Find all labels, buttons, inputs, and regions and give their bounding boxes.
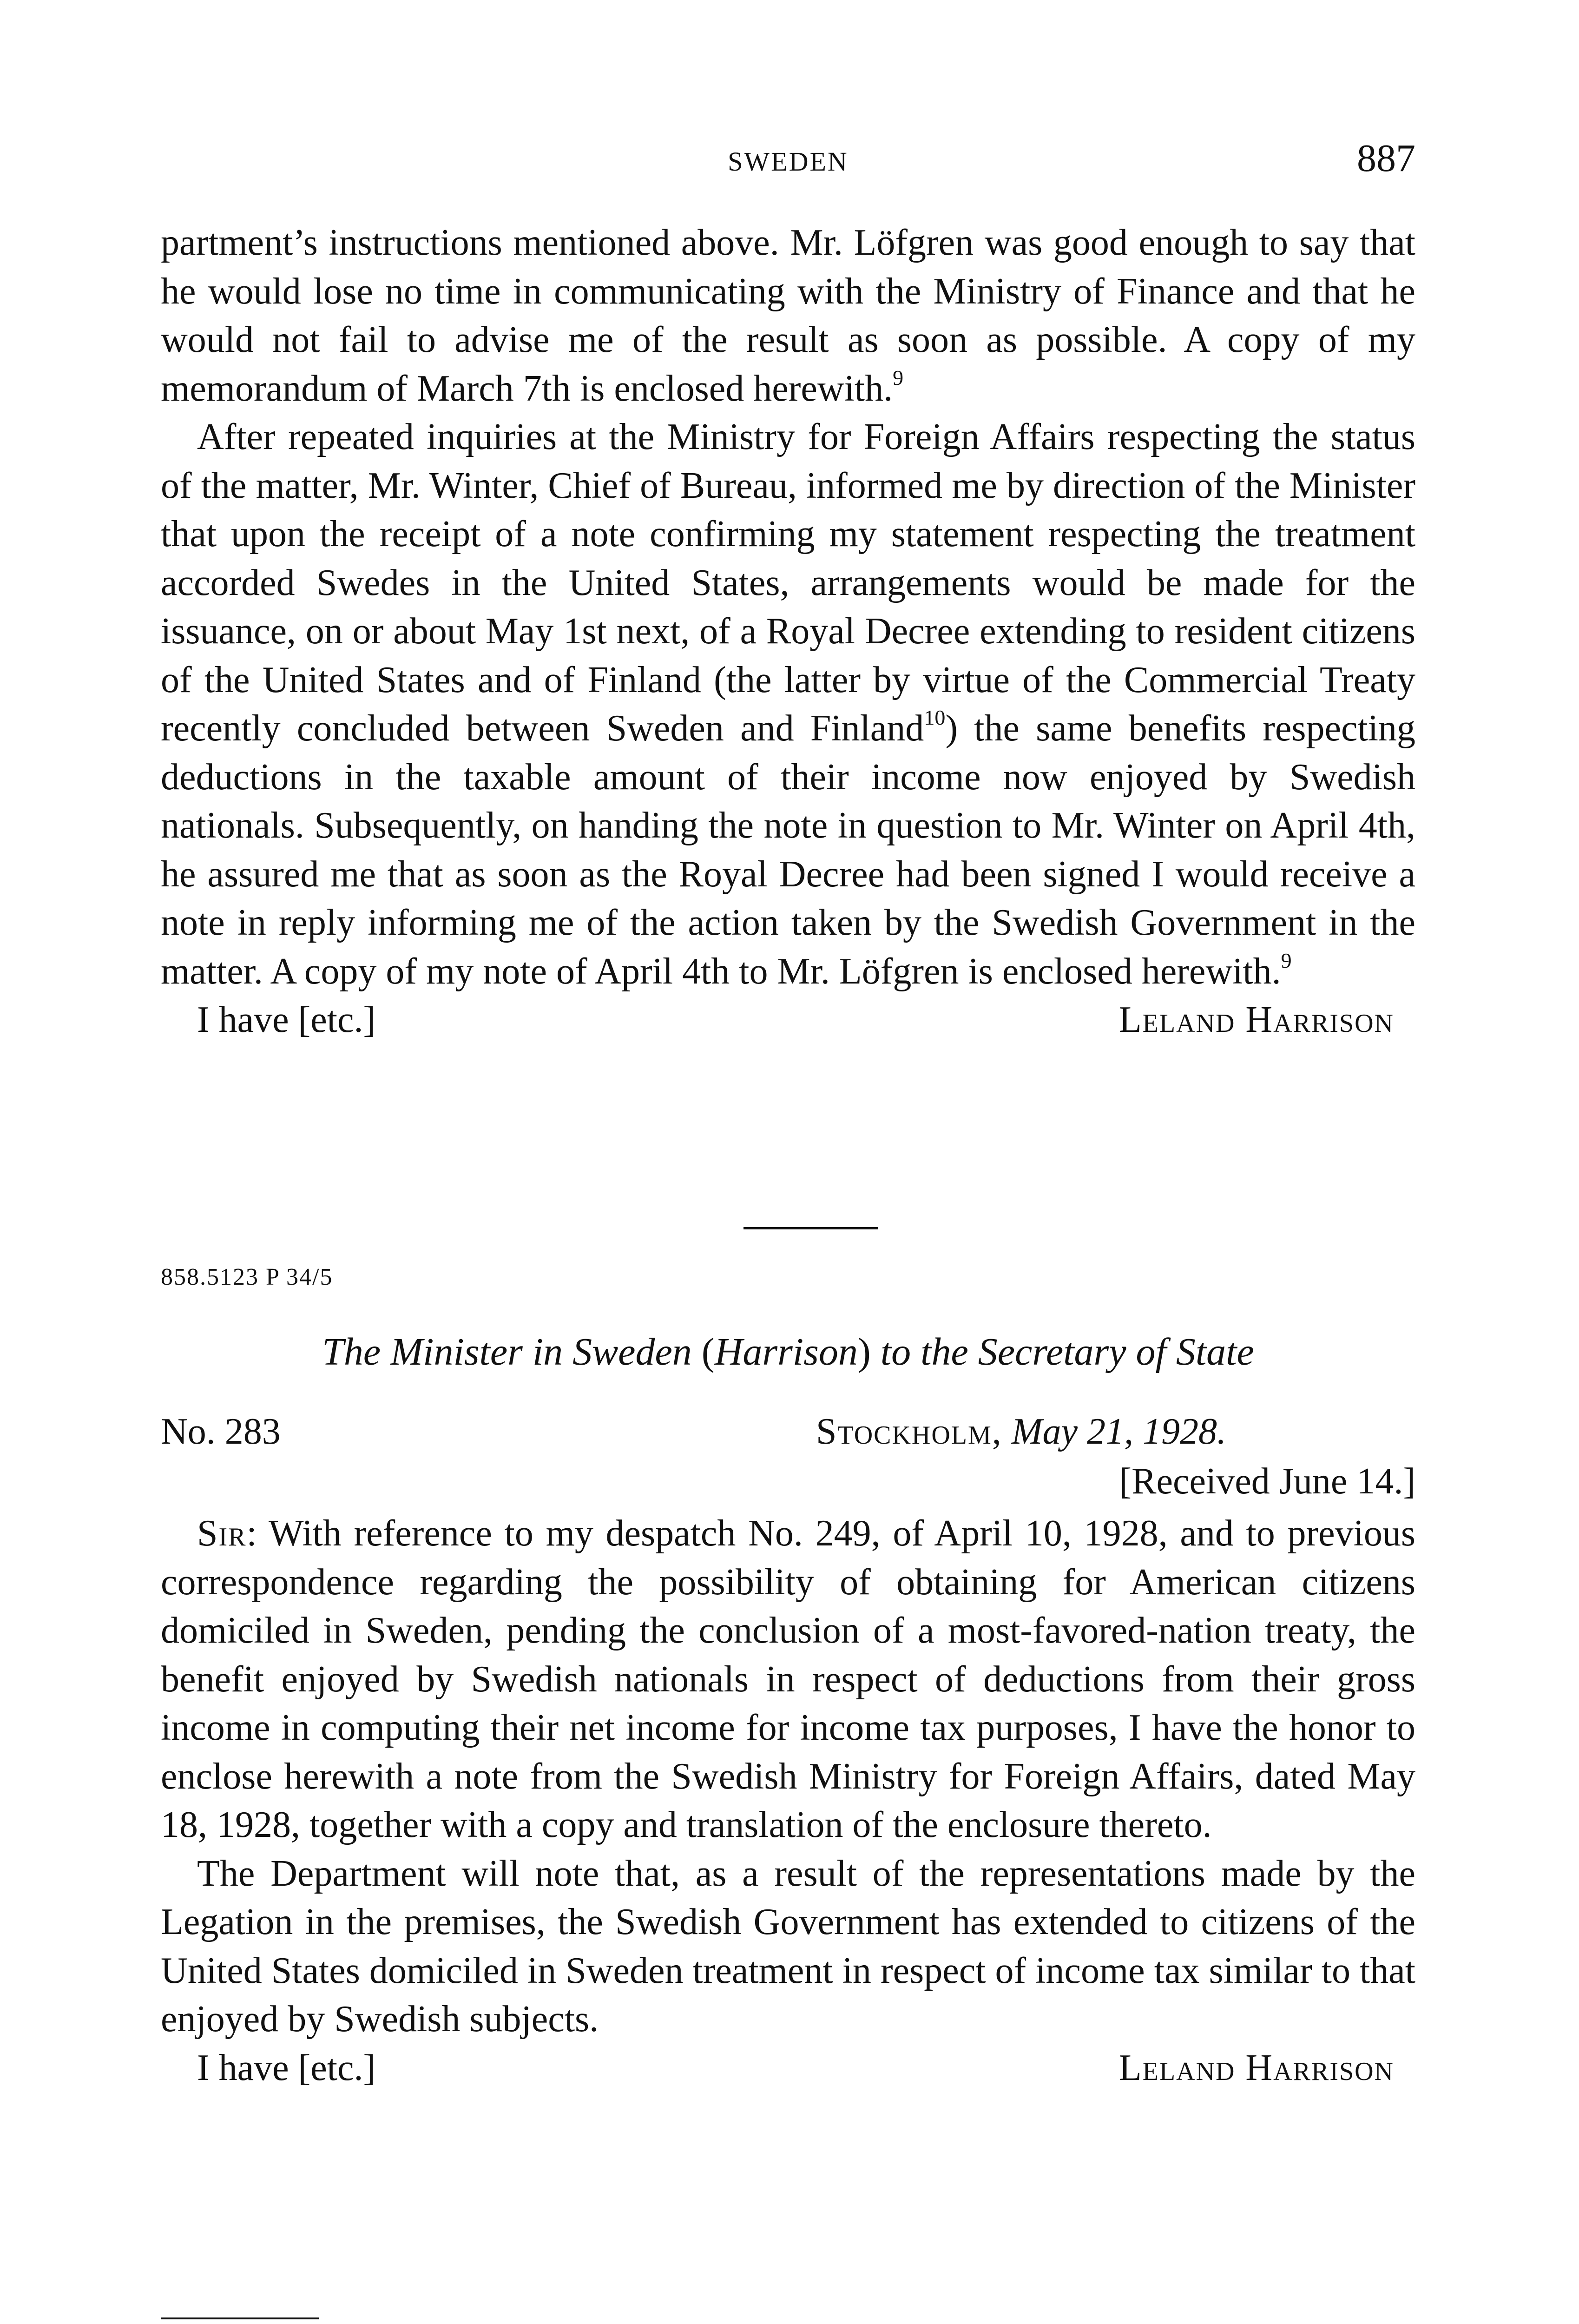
page-number: 887 [1357,137,1415,180]
closing-text: I have [etc.] [197,2047,376,2088]
title-paren: ( [701,1330,715,1373]
footnote-ref: 10 [924,706,946,729]
paragraph-text: : With reference to my despatch No. 249, of April 10, 1928, and to previous correspondence regarding the possibility of obtaining for American citizens domiciled in Sweden, pending the conclusion of a most-favored-nation treaty, the benefit enjoyed by Swedish nationals in respect of deductions from their gross income in computing their net income for income tax purposes, I have the honor to enclose herewith a note from the Swedish Ministry for Foreign Affairs, dated May 18, 1928, together with a copy and translation of the enclosure thereto. [161,1513,1415,1845]
place: Stockholm, [816,1411,1002,1452]
footnote-ref: 9 [893,365,904,390]
despatch-number: No. 283 [161,1411,281,1452]
title-text: to the Secretary of State [870,1330,1254,1373]
paragraph-text: partment’s instructions mentioned above. Mr. Löfgren was good enough to say that he would lose no time in communicating with the Ministry of Finance and that he would not fail to advise me of the result as soon as possible. A copy of my memorandum of March 7th is enclosed herewith. [161,222,1415,409]
paragraph-text: After repeated inquiries at the Ministry for Foreign Affairs respecting the status of the matter, Mr. Winter, Chief of Bureau, informed me by direction of the Minister that upon the receipt of a note confirming my statement respecting the treatment accorded Swedes in the United States, arrangements would be made for the issuance, on or about May 1st next, of a Royal Decree extending to resident citizens of the United States and of Finland (the latter by virtue of the Commercial Treaty recently concluded between Sweden and Finland [161,416,1415,749]
paragraph-continuation [161,218,1415,413]
signature: Leland Harrison [1118,2047,1394,2088]
section-divider [743,1227,878,1229]
signature: Leland Harrison [1118,999,1394,1040]
document-title [161,1329,1415,1374]
footnote-rule [161,2317,319,2319]
title-name: Harrison [714,1330,858,1373]
title-paren: ) [857,1330,871,1373]
closing-text: I have [etc.] [197,999,376,1040]
paragraph-text: ) the same benefits respecting deductions in the taxable amount of their income now enjoyed by Swedish nationals. Subsequently, on handing the note in question to Mr. Winter on April 4th, he assured me that as soon as the Royal Decree had been signed I would receive a note in reply informing me of the action taken by the Swedish Government in the matter. A copy of my note of April 4th to Mr. Löfgren is enclosed herewith. [161,708,1415,992]
place-date [816,1411,1226,1453]
running-title: SWEDEN [728,146,849,177]
closing-line [161,2044,1415,2093]
title-text: The Minister in Sweden [322,1330,702,1373]
paragraph-inquiries [161,413,1415,996]
letter-body [161,1509,1415,2092]
paragraph-reference [161,1509,1415,1849]
received-date: [Received June 14.] [1119,1461,1415,1502]
top-section [161,218,1415,1044]
file-number: 858.5123 P 34/5 [161,1264,333,1290]
salutation: Sir [197,1513,247,1554]
paragraph-text: The Department will note that, as a result of the representations made by the Legation in the premises, the Swedish Government has extended to citizens of the United States domiciled in Sweden treatment in respect of income tax similar to that enjoyed by Swedish subjects. [161,1853,1415,2040]
despatch-meta [161,1411,1415,1462]
paragraph-department [161,1849,1415,2044]
page-header [161,136,1415,187]
footnote-ref: 9 [1281,948,1292,972]
date: May 21, 1928. [1011,1411,1226,1452]
closing-line [161,996,1415,1044]
